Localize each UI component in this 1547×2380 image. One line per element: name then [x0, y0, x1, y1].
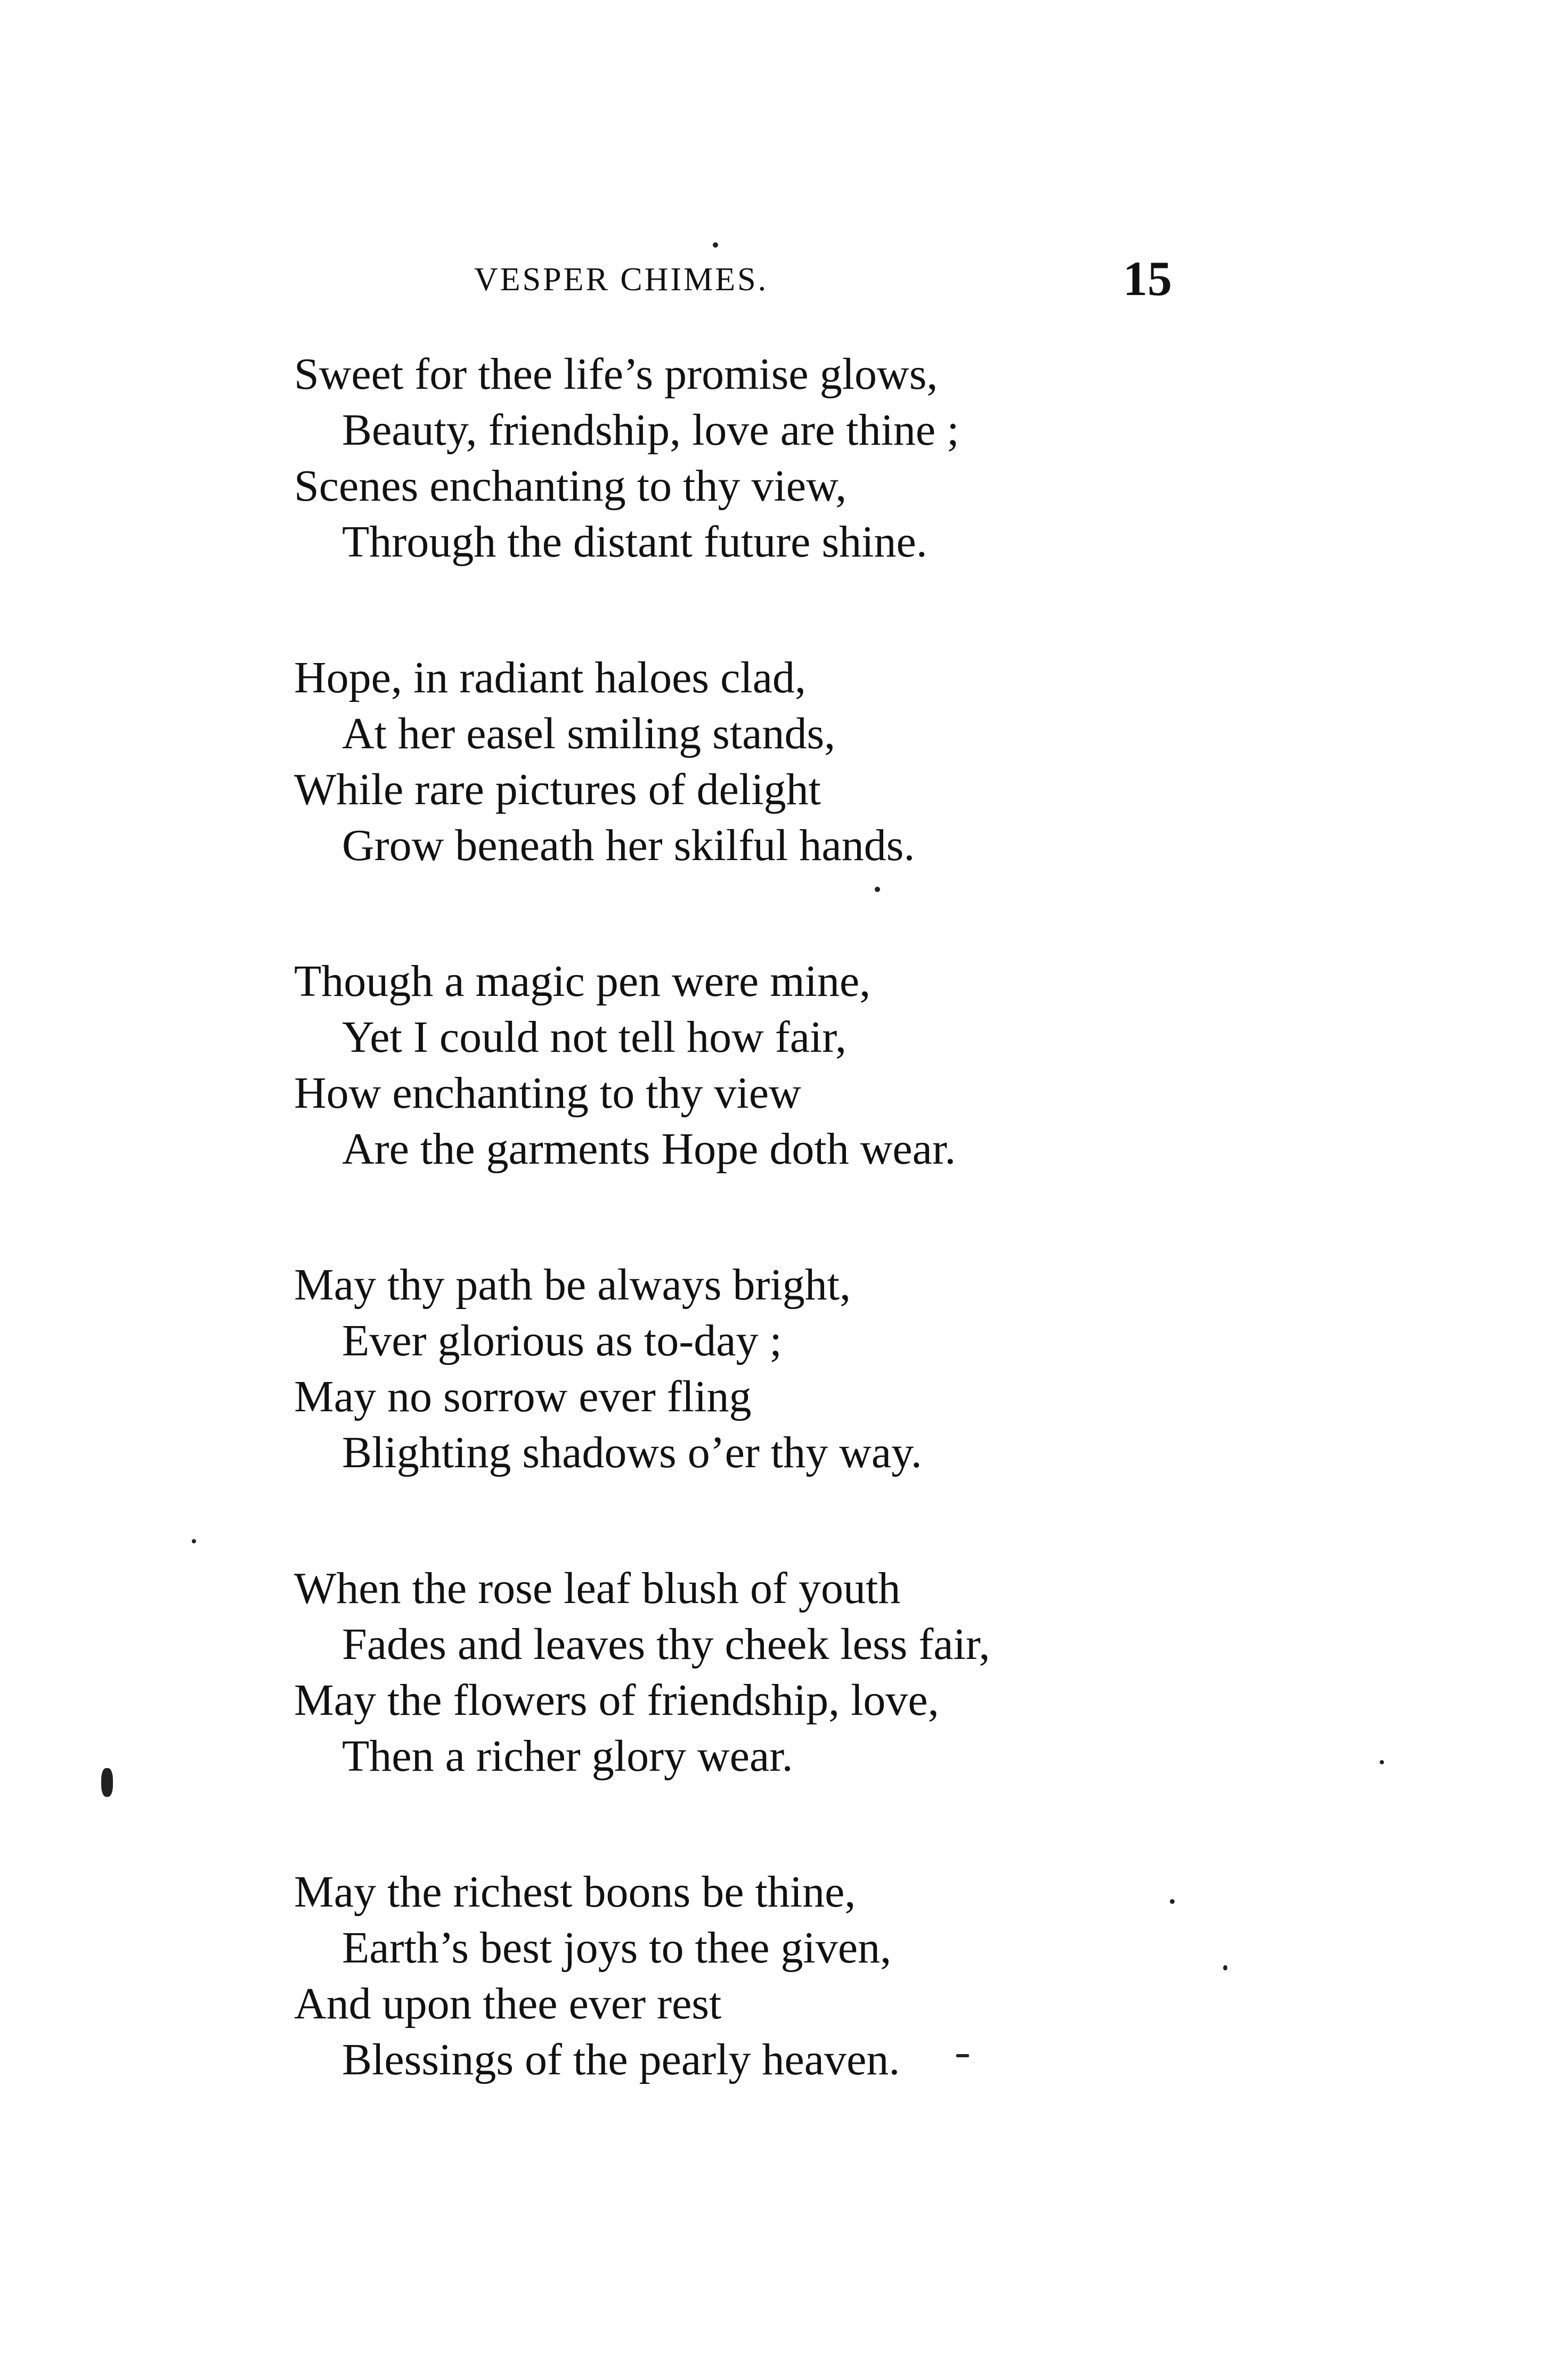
poem-line: Yet I could not tell how fair, [342, 1012, 846, 1062]
stanza-4 [294, 1257, 1306, 1481]
poem-line: Earth’s best joys to thee given, [342, 1923, 892, 1973]
poem-line: Ever glorious as to-day ; [342, 1316, 782, 1365]
print-speck [1223, 1965, 1227, 1970]
poem-line: May the flowers of friendship, love, [294, 1675, 939, 1725]
stanza-3 [294, 953, 1306, 1177]
print-speck [192, 1539, 196, 1543]
poem-line: Blighting shadows o’er thy way. [342, 1428, 922, 1477]
stanza-6 [294, 1864, 1306, 2088]
poem-line: Scenes enchanting to thy view, [294, 461, 847, 511]
poem-line: Though a magic pen were mine, [294, 956, 871, 1006]
poem-line: And upon thee ever rest [294, 1979, 722, 2029]
stanza-2 [294, 650, 1306, 873]
poem-line: Fades and leaves thy cheek less fair, [342, 1620, 990, 1669]
print-speck [875, 887, 880, 892]
running-head [298, 250, 1172, 314]
poem-line: Are the garments Hope doth wear. [342, 1124, 956, 1174]
poem-line: Grow beneath her skilful hands. [342, 821, 915, 870]
poem [294, 346, 1306, 2168]
poem-line: How enchanting to thy view [294, 1068, 801, 1118]
print-speck [1380, 1760, 1384, 1764]
poem-line: While rare pictures of delight [294, 765, 821, 814]
poem-line: Then a richer glory wear. [342, 1731, 793, 1781]
poem-line: Through the distant future shine. [342, 517, 927, 567]
print-speck [956, 2054, 969, 2057]
poem-line: Hope, in radiant haloes clad, [294, 653, 806, 702]
print-speck [713, 242, 718, 248]
print-speck [1170, 1899, 1175, 1904]
poem-line: May no sorrow ever fling [294, 1372, 752, 1421]
poem-line: Sweet for thee life’s promise glows, [294, 349, 938, 399]
poem-line: When the rose leaf blush of youth [294, 1564, 901, 1613]
poem-line: Blessings of the pearly heaven. [342, 2035, 900, 2084]
page-number: 15 [1123, 251, 1172, 306]
stanza-1 [294, 346, 1306, 570]
poem-line: Beauty, friendship, love are thine ; [342, 405, 959, 455]
poem-line: May the richest boons be thine, [294, 1867, 856, 1917]
print-speck [101, 1768, 113, 1797]
poem-line: At her easel smiling stands, [342, 709, 836, 758]
running-title: VESPER CHIMES. [474, 261, 769, 298]
stanza-5 [294, 1560, 1306, 1784]
poem-line: May thy path be always bright, [294, 1260, 851, 1310]
